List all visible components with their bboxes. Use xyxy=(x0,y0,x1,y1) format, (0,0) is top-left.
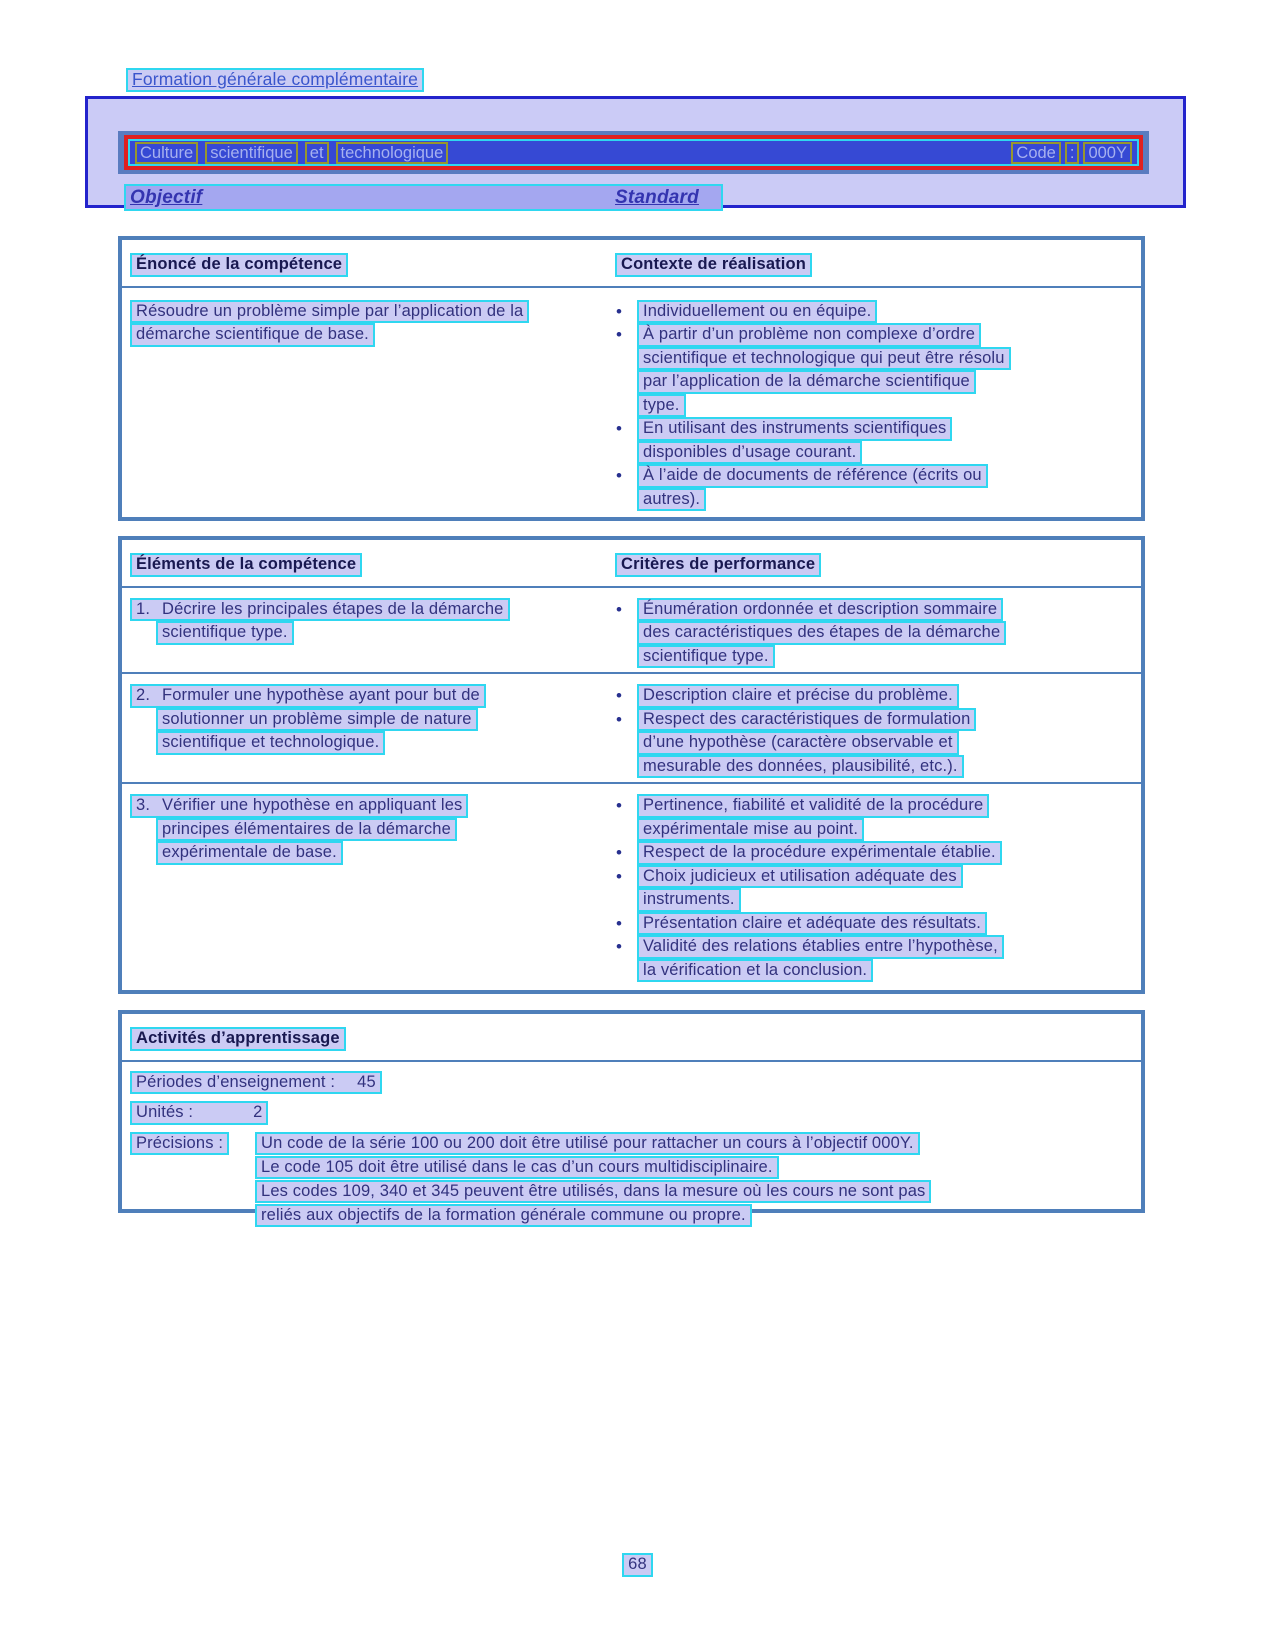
text-line: Présentation claire et adéquate des résultats. xyxy=(637,912,987,936)
precisions-lines xyxy=(255,1132,931,1228)
elements-table xyxy=(118,536,1145,994)
text-line: scientifique type. xyxy=(637,645,775,669)
bullet-item xyxy=(607,935,1141,959)
course-code xyxy=(1011,142,1132,164)
formation-heading: Formation générale complémentaire xyxy=(126,68,424,92)
bullet-item xyxy=(607,912,1141,936)
text-line: Description claire et précise du problème. xyxy=(637,684,959,708)
elements-table-header xyxy=(122,540,1141,588)
text-line: expérimentale de base. xyxy=(156,841,343,865)
enonce-header-right: Contexte de réalisation xyxy=(615,253,812,277)
enonce-table-body xyxy=(122,288,1141,512)
text-line: 3. Vérifier une hypothèse en appliquant les xyxy=(130,794,468,818)
enonce-right-cell xyxy=(607,300,1141,512)
bullet-icon: • xyxy=(616,937,622,956)
text-line: type. xyxy=(637,394,686,418)
bullet-icon: • xyxy=(616,686,622,705)
banner-inner xyxy=(128,139,1139,166)
text-line: 2. Formuler une hypothèse ayant pour but de xyxy=(130,684,486,708)
text-line: d’une hypothèse (caractère observable et xyxy=(637,731,959,755)
objectif-label: Objectif xyxy=(130,187,203,208)
text-line: Individuellement ou en équipe. xyxy=(637,300,877,324)
text-line: disponibles d’usage courant. xyxy=(637,441,862,465)
course-title xyxy=(135,142,448,164)
text-line: solutionner un problème simple de nature xyxy=(156,708,478,732)
course-title-word: technologique xyxy=(336,142,449,164)
bullet-icon: • xyxy=(616,599,622,619)
bullet-item xyxy=(607,300,1141,324)
elements-row-1 xyxy=(122,588,1141,673)
text-line: 1. Décrire les principales étapes de la démarche xyxy=(130,598,510,622)
text-line: mesurable des données, plausibilité, etc.). xyxy=(637,755,964,779)
text-line: la vérification et la conclusion. xyxy=(637,959,873,983)
text-line: Les codes 109, 340 et 345 peuvent être utilisés, dans la mesure où les cours ne sont pas xyxy=(255,1180,931,1204)
bullet-item xyxy=(607,841,1141,865)
text-line: Résoudre un problème simple par l’application de la xyxy=(130,300,529,324)
bullet-item xyxy=(607,417,1141,441)
bullet-item xyxy=(607,464,1141,488)
section-breadcrumb xyxy=(126,68,424,92)
text-line: autres). xyxy=(637,488,706,512)
text-line: Périodes d’enseignement : 45 xyxy=(130,1071,382,1095)
precisions-label: Précisions : xyxy=(130,1132,229,1156)
activities-table xyxy=(118,1010,1145,1224)
course-title-word: et xyxy=(305,142,329,164)
activities-body xyxy=(122,1062,1141,1228)
objectif-standard-strip xyxy=(124,184,723,211)
enonce-table-header xyxy=(122,240,1141,288)
bullet-icon: • xyxy=(616,709,622,729)
elements-row-2 xyxy=(122,672,1141,782)
bullet-item xyxy=(607,684,1141,708)
bullet-item xyxy=(607,323,1141,347)
text-line: Validité des relations établies entre l’hypothèse, xyxy=(637,935,1004,959)
activities-table-header xyxy=(122,1014,1141,1062)
text-line: Énumération ordonnée et description sommaire xyxy=(637,598,1003,622)
bullet-icon: • xyxy=(616,913,622,933)
bullet-item xyxy=(607,794,1141,818)
text-line: scientifique et technologique. xyxy=(156,731,385,755)
course-banner xyxy=(118,131,1149,174)
text-line: Le code 105 doit être utilisé dans le cas d’un cours multidisciplinaire. xyxy=(255,1156,779,1180)
text-line: des caractéristiques des étapes de la démarche xyxy=(637,621,1006,645)
text-line: démarche scientifique de base. xyxy=(130,323,375,347)
bullet-icon: • xyxy=(616,325,622,344)
activities-header: Activités d’apprentissage xyxy=(130,1027,346,1051)
page-number xyxy=(0,1553,1275,1577)
bullet-icon: • xyxy=(616,419,622,438)
text-line: expérimentale mise au point. xyxy=(637,818,864,842)
text-line: Un code de la série 100 ou 200 doit être utilisé pour rattacher un cours à l’objectif 000Y. xyxy=(255,1132,920,1156)
course-code-word: Code xyxy=(1011,142,1060,164)
bullet-item xyxy=(607,598,1141,622)
elements-header-left: Éléments de la compétence xyxy=(130,553,362,577)
course-title-word: Culture xyxy=(135,142,198,164)
bullet-icon: • xyxy=(616,843,622,862)
bullet-icon: • xyxy=(616,466,622,485)
standard-label: Standard xyxy=(615,187,699,208)
elements-header-right: Critères de performance xyxy=(615,553,821,577)
course-code-word: 000Y xyxy=(1083,142,1132,164)
text-line: Choix judicieux et utilisation adéquate des xyxy=(637,865,963,889)
text-line: Respect des caractéristiques de formulation xyxy=(637,708,976,732)
enonce-left-cell xyxy=(122,300,607,512)
bullet-item xyxy=(607,865,1141,889)
text-line: À partir d’un problème non complexe d’ordre xyxy=(637,323,981,347)
enonce-header-left: Énoncé de la compétence xyxy=(130,253,348,277)
bullet-item xyxy=(607,708,1141,732)
text-line: instruments. xyxy=(637,888,741,912)
text-line: principes élémentaires de la démarche xyxy=(156,818,457,842)
bullet-icon: • xyxy=(616,866,622,886)
text-line: scientifique et technologique qui peut être résolu xyxy=(637,347,1011,371)
enonce-table xyxy=(118,236,1145,521)
banner-red-frame xyxy=(124,135,1143,170)
activities-row-unites xyxy=(130,1101,1141,1125)
activities-row-precisions xyxy=(130,1132,1141,1228)
text-line: scientifique type. xyxy=(156,621,294,645)
text-line: Unités : 2 xyxy=(130,1101,268,1125)
text-line: par l’application de la démarche scientifique xyxy=(637,370,976,394)
activities-row-periodes xyxy=(130,1071,1141,1095)
course-title-word: scientifique xyxy=(205,142,298,164)
bullet-icon: • xyxy=(616,301,622,321)
text-line: En utilisant des instruments scientifiques xyxy=(637,417,952,441)
text-line: À l’aide de documents de référence (écrits ou xyxy=(637,464,988,488)
text-line: Respect de la procédure expérimentale établie. xyxy=(637,841,1002,865)
text-line: Pertinence, fiabilité et validité de la procédure xyxy=(637,794,989,818)
text-line: reliés aux objectifs de la formation générale commune ou propre. xyxy=(255,1204,752,1228)
course-code-word: : xyxy=(1065,142,1080,164)
page-number-value: 68 xyxy=(622,1553,653,1577)
elements-row-3 xyxy=(122,782,1141,986)
bullet-icon: • xyxy=(616,796,622,815)
